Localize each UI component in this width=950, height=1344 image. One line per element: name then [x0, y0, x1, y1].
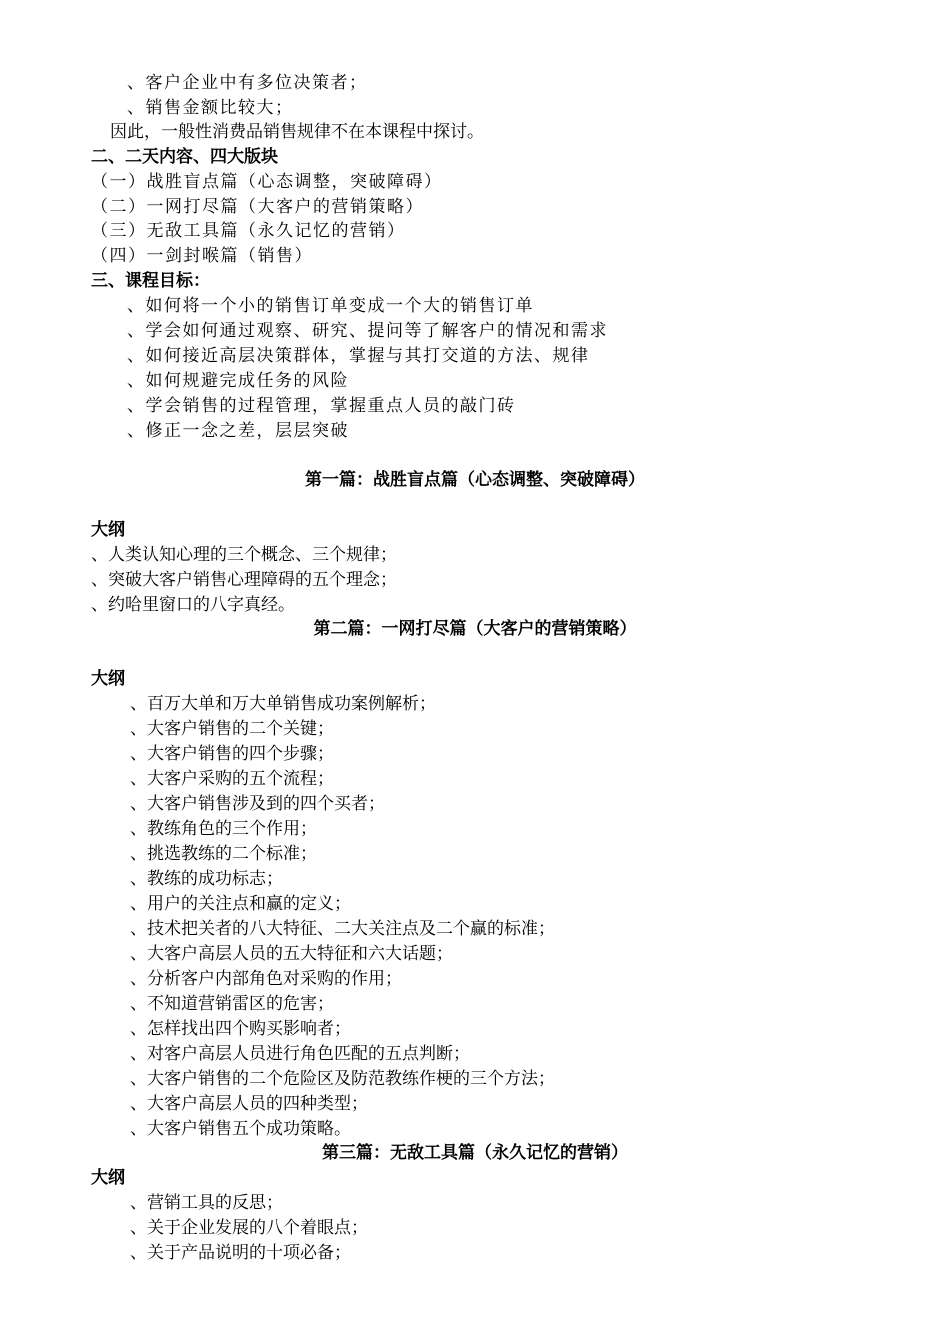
outline-label: 大纲 — [91, 669, 125, 689]
module-item: （一）战胜盲点篇（心态调整，突破障碍） — [91, 172, 443, 192]
outline-item: 、不知道营销雷区的危害； — [130, 994, 334, 1014]
module-item: （四）一剑封喉篇（销售） — [91, 246, 313, 266]
outline-item: 、大客户采购的五个流程； — [130, 769, 334, 789]
module-item: （二）一网打尽篇（大客户的营销策略） — [91, 197, 424, 217]
intro-bullet: 、客户企业中有多位决策者； — [127, 73, 368, 93]
section-heading: 三、课程目标： — [91, 271, 210, 291]
outline-item: 、教练的成功标志； — [130, 869, 283, 889]
outline-item: 、关于产品说明的十项必备； — [130, 1243, 351, 1263]
part-title: 第一篇：战胜盲点篇（心态调整、突破障碍） — [305, 470, 645, 490]
outline-item: 、大客户高层人员的四种类型； — [130, 1094, 368, 1114]
outline-item: 、分析客户内部角色对采购的作用； — [130, 969, 402, 989]
outline-item: 、突破大客户销售心理障碍的五个理念； — [91, 570, 397, 590]
outline-item: 、挑选教练的二个标准； — [130, 844, 317, 864]
outline-item: 、关于企业发展的八个着眼点； — [130, 1218, 368, 1238]
outline-item: 、人类认知心理的三个概念、三个规律； — [91, 545, 397, 565]
intro-note: 因此，一般性消费品销售规律不在本课程中探讨。 — [110, 122, 484, 142]
outline-item: 、约哈里窗口的八字真经。 — [91, 595, 295, 615]
section-heading: 二、二天内容、四大版块 — [91, 147, 278, 167]
outline-item: 、对客户高层人员进行角色匹配的五点判断； — [130, 1044, 470, 1064]
goal-item: 、学会销售的过程管理，掌握重点人员的敲门砖 — [127, 396, 516, 416]
outline-item: 、大客户销售的二个危险区及防范教练作梗的三个方法； — [130, 1069, 555, 1089]
module-item: （三）无敌工具篇（永久记忆的营销） — [91, 221, 406, 241]
outline-label: 大纲 — [91, 1168, 125, 1188]
outline-item: 、大客户销售的二个关键； — [130, 719, 334, 739]
outline-item: 、百万大单和万大单销售成功案例解析； — [130, 694, 436, 714]
outline-item: 、大客户销售涉及到的四个买者； — [130, 794, 385, 814]
outline-item: 、大客户销售五个成功策略。 — [130, 1119, 351, 1139]
goal-item: 、如何将一个小的销售订单变成一个大的销售订单 — [127, 296, 534, 316]
outline-item: 、大客户销售的四个步骤； — [130, 744, 334, 764]
outline-item: 、用户的关注点和赢的定义； — [130, 894, 351, 914]
goal-item: 、如何接近高层决策群体，掌握与其打交道的方法、规律 — [127, 346, 590, 366]
goal-item: 、修正一念之差，层层突破 — [127, 421, 349, 441]
outline-item: 、技术把关者的八大特征、二大关注点及二个赢的标准； — [130, 919, 555, 939]
outline-item: 、教练角色的三个作用； — [130, 819, 317, 839]
part-title: 第三篇：无敌工具篇（永久记忆的营销） — [322, 1143, 628, 1163]
goal-item: 、学会如何通过观察、研究、提问等了解客户的情况和需求 — [127, 321, 608, 341]
goal-item: 、如何规避完成任务的风险 — [127, 371, 349, 391]
outline-item: 、大客户高层人员的五大特征和六大话题； — [130, 944, 453, 964]
outline-item: 、怎样找出四个购买影响者； — [130, 1019, 351, 1039]
outline-label: 大纲 — [91, 520, 125, 540]
intro-bullet: 、销售金额比较大； — [127, 98, 294, 118]
part-title: 第二篇：一网打尽篇（大客户的营销策略） — [313, 619, 637, 639]
outline-item: 、营销工具的反思； — [130, 1193, 283, 1213]
